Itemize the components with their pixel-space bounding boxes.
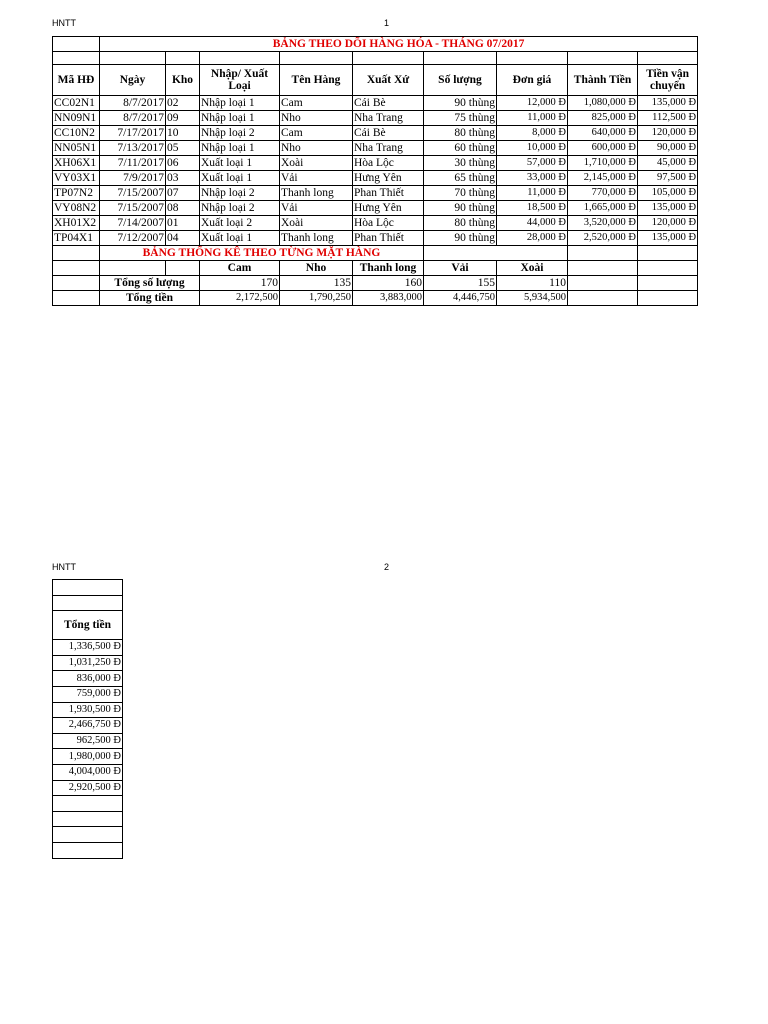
column-header: Mã HĐ [53,65,100,96]
table-cell: 640,000 Đ [568,126,638,141]
table-row [53,733,123,749]
table-cell: Xoài [280,216,353,231]
table-row [53,796,123,812]
stats-title: BẢNG THỐNG KÊ THEO TỪNG MẶT HÀNG [100,246,424,261]
table-cell: Nhập loại 2 [200,201,280,216]
table-cell: NN09N1 [53,111,100,126]
table-row [53,686,123,702]
stats-items-row [53,261,698,276]
page1-page-number: 1 [384,18,390,28]
table-cell: Phan Thiết [353,186,424,201]
table-cell: 600,000 Đ [568,141,638,156]
goods-tracking-table [52,36,698,306]
stats-qty-value: 170 [200,276,280,291]
table-cell: Phan Thiết [353,231,424,246]
empty-cell [53,580,123,596]
table-cell: 2,520,000 Đ [568,231,638,246]
table-cell: 12,000 Đ [497,96,568,111]
table-cell: 10,000 Đ [497,141,568,156]
page2-page-number: 2 [384,562,390,572]
empty-cell [100,261,166,276]
stats-money-row [53,291,698,306]
column-header: Đơn giá [497,65,568,96]
table-cell: 80 thùng [424,126,497,141]
header-row [53,65,698,96]
table-cell: 65 thùng [424,171,497,186]
stats-money-value: 3,883,000 [353,291,424,306]
empty-cell [568,261,638,276]
table-cell: 135,000 Đ [638,231,698,246]
stats-item-header: Thanh long [353,261,424,276]
empty-cell [53,827,123,843]
table-cell: 28,000 Đ [497,231,568,246]
empty-cell [638,276,698,291]
table-cell: Vải [280,201,353,216]
table-row [53,580,123,596]
table-cell: 97,500 Đ [638,171,698,186]
table-cell: 7/15/2007 [100,201,166,216]
table-row [53,126,698,141]
total-money-value: 1,031,250 Đ [53,655,123,671]
table-cell: 825,000 Đ [568,111,638,126]
table-cell: 1,665,000 Đ [568,201,638,216]
table-row [53,655,123,671]
table-row [53,171,698,186]
total-money-value: 759,000 Đ [53,686,123,702]
table-cell: CC02N1 [53,96,100,111]
table-row [53,141,698,156]
table-cell: VY08N2 [53,201,100,216]
table-cell: 08 [166,201,200,216]
table-cell: Nhập loại 1 [200,96,280,111]
empty-cell [424,52,497,65]
empty-cell [53,52,100,65]
table-row [53,186,698,201]
total-money-value: 1,980,000 Đ [53,749,123,765]
table-cell: 03 [166,171,200,186]
stats-qty-value: 110 [497,276,568,291]
table-cell: Nhập loại 2 [200,186,280,201]
table-cell: Xuất loại 1 [200,231,280,246]
table-cell: TP04X1 [53,231,100,246]
table-row [53,231,698,246]
table-cell: Hưng Yên [353,171,424,186]
table-cell: 770,000 Đ [568,186,638,201]
stats-qty-value: 160 [353,276,424,291]
stats-qty-value: 135 [280,276,353,291]
empty-cell [53,796,123,812]
table-cell: 7/15/2007 [100,186,166,201]
table-cell: Xuất loại 2 [200,216,280,231]
empty-cell [638,261,698,276]
table-cell: 1,080,000 Đ [568,96,638,111]
total-money-value: 836,000 Đ [53,671,123,687]
table-cell: Nho [280,141,353,156]
column-header: Tiền vận chuyển [638,65,698,96]
table-cell: NN05N1 [53,141,100,156]
table-cell: 30 thùng [424,156,497,171]
table-cell: 07 [166,186,200,201]
column-header: Xuất Xứ [353,65,424,96]
empty-cell [53,276,100,291]
stats-item-header: Cam [200,261,280,276]
page1-header-left: HNTT [52,18,76,28]
empty-cell [497,52,568,65]
table-row [53,671,123,687]
empty-cell [53,261,100,276]
table-cell: 105,000 Đ [638,186,698,201]
table-cell: 09 [166,111,200,126]
table-cell: 90 thùng [424,231,497,246]
table-cell: Cái Bè [353,126,424,141]
table-cell: 60 thùng [424,141,497,156]
empty-cell [424,246,568,261]
empty-cell [53,37,100,52]
table-row [53,811,123,827]
table-cell: 120,000 Đ [638,216,698,231]
table-cell: 06 [166,156,200,171]
table-cell: 8/7/2017 [100,96,166,111]
empty-cell [200,52,280,65]
table-cell: Nha Trang [353,141,424,156]
empty-cell [568,52,638,65]
empty-cell [638,246,698,261]
table-cell: Thanh long [280,231,353,246]
table-cell: 11,000 Đ [497,111,568,126]
empty-cell [166,52,200,65]
table-row [53,827,123,843]
column-header: Nhập/ Xuất Loại [200,65,280,96]
table-cell: 1,710,000 Đ [568,156,638,171]
table-row [53,201,698,216]
stats-money-value: 2,172,500 [200,291,280,306]
column-header: Thành Tiền [568,65,638,96]
table-cell: Hòa Lộc [353,216,424,231]
table-cell: 7/13/2017 [100,141,166,156]
table-cell: Nho [280,111,353,126]
table-cell: 90,000 Đ [638,141,698,156]
empty-cell [53,842,123,858]
table-cell: Cam [280,126,353,141]
stats-money-value: 1,790,250 [280,291,353,306]
table-cell: 45,000 Đ [638,156,698,171]
table-cell: 02 [166,96,200,111]
table-cell: 01 [166,216,200,231]
table-cell: Xuất loại 1 [200,156,280,171]
stats-money-label: Tổng tiền [100,291,200,306]
stats-item-header: Vải [424,261,497,276]
table-cell: 57,000 Đ [497,156,568,171]
table-row [53,111,698,126]
empty-cell [53,291,100,306]
table-cell: 90 thùng [424,201,497,216]
table-cell: Hưng Yên [353,201,424,216]
table-cell: 3,520,000 Đ [568,216,638,231]
table-row [53,702,123,718]
table-row [53,764,123,780]
empty-cell [53,595,123,611]
empty-cell [353,52,424,65]
table-row [53,842,123,858]
column-header: Kho [166,65,200,96]
table-row [53,216,698,231]
table-row [53,749,123,765]
empty-cell [280,52,353,65]
empty-cell [638,52,698,65]
table-row [53,156,698,171]
table-cell: Cái Bè [353,96,424,111]
stats-money-value: 4,446,750 [424,291,497,306]
table-cell: Nhập loại 1 [200,111,280,126]
table-cell: Nhập loại 2 [200,126,280,141]
table-cell: 7/12/2007 [100,231,166,246]
table-cell: Xoài [280,156,353,171]
empty-cell [166,261,200,276]
stats-money-value: 5,934,500 [497,291,568,306]
table-cell: 8/7/2017 [100,111,166,126]
table-cell: 10 [166,126,200,141]
table-cell: 135,000 Đ [638,96,698,111]
empty-cell [638,291,698,306]
table-cell: 7/14/2007 [100,216,166,231]
table-cell: 18,500 Đ [497,201,568,216]
total-money-value: 2,466,750 Đ [53,718,123,734]
stats-qty-label: Tổng số lượng [100,276,200,291]
table-row [53,718,123,734]
table-cell: 04 [166,231,200,246]
table-cell: Thanh long [280,186,353,201]
stats-qty-row [53,276,698,291]
table-cell: VY03X1 [53,171,100,186]
table-cell: CC10N2 [53,126,100,141]
table-cell: 33,000 Đ [497,171,568,186]
table-cell: XH01X2 [53,216,100,231]
total-money-value: 1,336,500 Đ [53,640,123,656]
column-header: Ngày [100,65,166,96]
total-money-value: 1,930,500 Đ [53,702,123,718]
table-cell: 44,000 Đ [497,216,568,231]
empty-cell [568,246,638,261]
table-cell: 135,000 Đ [638,201,698,216]
table-cell: 7/11/2017 [100,156,166,171]
table-cell: Hòa Lộc [353,156,424,171]
column-title: Tổng tiền [53,611,123,640]
empty-cell [568,276,638,291]
table-row [53,611,123,640]
column-header: Tên Hàng [280,65,353,96]
table-cell: 8,000 Đ [497,126,568,141]
table-cell: 70 thùng [424,186,497,201]
table-row [53,780,123,796]
table-cell: 7/17/2017 [100,126,166,141]
table-cell: 80 thùng [424,216,497,231]
table-cell: 112,500 Đ [638,111,698,126]
table-cell: Vải [280,171,353,186]
table-cell: Xuất loại 1 [200,171,280,186]
table-cell: 75 thùng [424,111,497,126]
table-cell: 11,000 Đ [497,186,568,201]
table-cell: TP07N2 [53,186,100,201]
empty-cell [100,52,166,65]
total-money-table [52,579,123,859]
total-money-value: 962,500 Đ [53,733,123,749]
table-cell: Nhập loại 1 [200,141,280,156]
stats-qty-value: 155 [424,276,497,291]
table-cell: 120,000 Đ [638,126,698,141]
table-cell: 90 thùng [424,96,497,111]
table-row [53,595,123,611]
stats-title-row [53,246,698,261]
page2-header-left: HNTT [52,562,76,572]
table-cell: Nha Trang [353,111,424,126]
table-cell: 7/9/2017 [100,171,166,186]
empty-cell [568,291,638,306]
empty-cell [53,811,123,827]
empty-cell [53,246,100,261]
column-header: Số lượng [424,65,497,96]
total-money-value: 4,004,000 Đ [53,764,123,780]
table-cell: XH06X1 [53,156,100,171]
table-row [53,640,123,656]
stats-item-header: Xoài [497,261,568,276]
table-cell: Cam [280,96,353,111]
total-money-value: 2,920,500 Đ [53,780,123,796]
table-title: BẢNG THEO DÕI HÀNG HÓA - THÁNG 07/2017 [100,37,698,52]
table-cell: 05 [166,141,200,156]
stats-item-header: Nho [280,261,353,276]
table-cell: 2,145,000 Đ [568,171,638,186]
table-row [53,96,698,111]
